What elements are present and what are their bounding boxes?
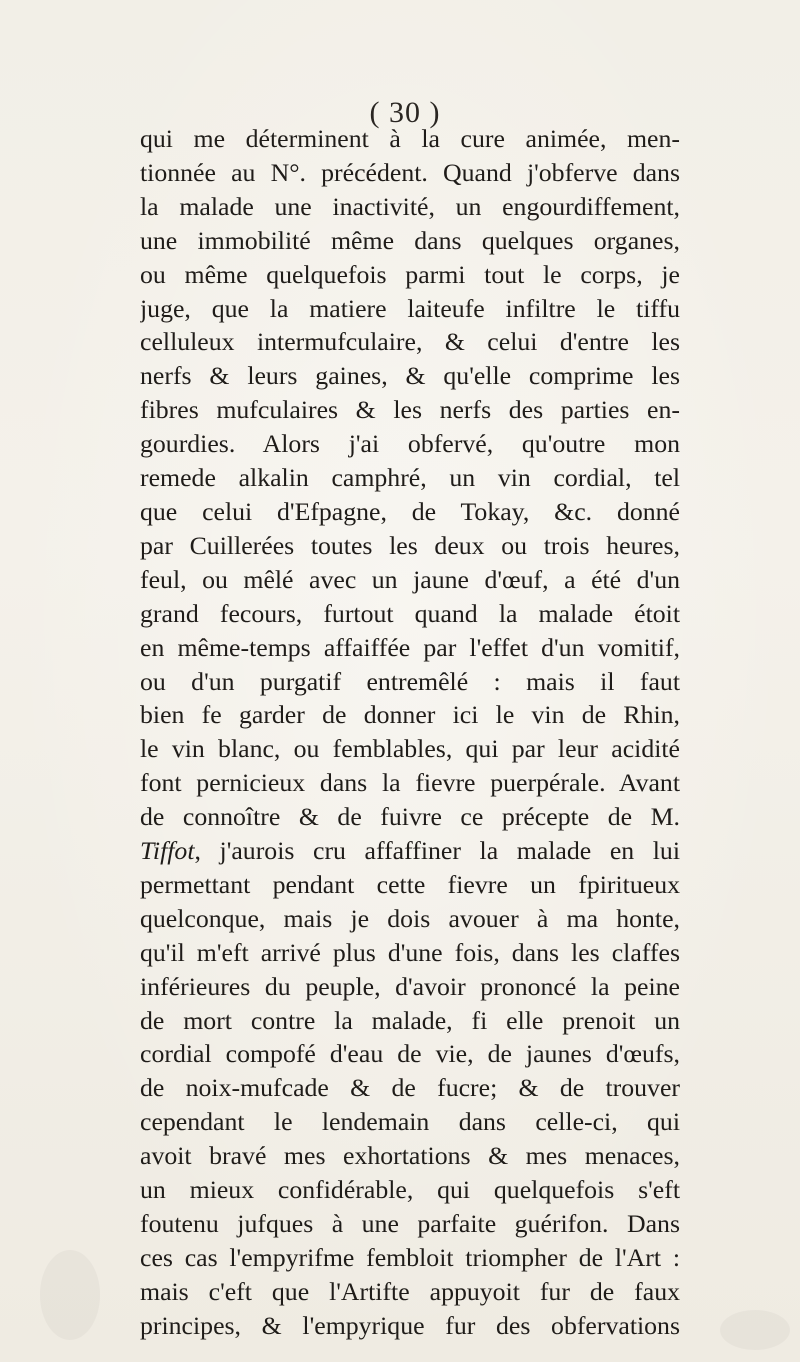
text-line: foutenu jufques à une parfaite guérifon. Dans <box>140 1209 680 1238</box>
text-line: grand fecours, furtout quand la malade étoit <box>140 598 680 628</box>
text-line: quelconque, mais je dois avouer à ma honte, <box>140 903 680 933</box>
text-line: principes, & l'empyrique fur des obfervations <box>140 1310 680 1340</box>
text-line: celluleux intermufculaire, & celui d'entre les <box>140 327 680 357</box>
text-line: tionnée au N°. précédent. Quand j'obferve dans <box>140 157 680 187</box>
text-line: un mieux confidérable, qui quelquefois s'eft <box>140 1175 680 1205</box>
text-line: Tiffot, j'aurois cru affaffiner la malade en lui <box>140 836 680 866</box>
text-line: la malade une inactivité, un engourdiffement, <box>140 191 680 221</box>
text-line: en même-temps affaiffée par l'effet d'un vomitif, <box>140 632 680 662</box>
text-line: permettant pendant cette fievre un fpiritueux <box>140 869 680 899</box>
text-line: ou même quelquefois parmi tout le corps, je <box>140 259 680 289</box>
text-line: mais c'eft que l'Artifte appuyoit fur de faux <box>140 1276 680 1306</box>
text-line: font pernicieux dans la fievre puerpérale. Avant <box>140 768 680 798</box>
text-line: inférieures du peuple, d'avoir prononcé la peine <box>140 971 680 1001</box>
paper-stain <box>720 1310 790 1350</box>
text-line: le vin blanc, ou femblables, qui par leur acidité <box>140 734 680 764</box>
text-line: par Cuillerées toutes les deux ou trois heures, <box>140 530 680 560</box>
text-line: ces cas l'empyrifme fembloit triompher de l'Art : <box>140 1242 680 1272</box>
text-line: bien fe garder de donner ici le vin de Rhin, <box>140 700 680 730</box>
text-line: avoit bravé mes exhortations & mes menaces, <box>140 1141 680 1171</box>
text-line: de connoître & de fuivre ce précepte de M. <box>140 802 680 832</box>
text-line: une immobilité même dans quelques organes, <box>140 225 680 255</box>
text-line: qui me déterminent à la cure animée, men- <box>140 124 680 153</box>
text-line: juge, que la matiere laiteufe infiltre le tiffu <box>140 293 680 323</box>
text-line: ou d'un purgatif entremêlé : mais il faut <box>140 666 680 696</box>
text-line: qu'il m'eft arrivé plus d'une fois, dans les claffes <box>140 937 680 967</box>
page-number: ( 30 ) <box>369 96 441 129</box>
text-line: que celui d'Efpagne, de Tokay, &c. donné <box>140 496 680 526</box>
text-line: remede alkalin camphré, un vin cordial, tel <box>140 463 680 493</box>
text-line: de mort contre la malade, fi elle prenoit un <box>140 1005 680 1035</box>
text-line: nerfs & leurs gaines, & qu'elle comprime les <box>140 361 680 391</box>
text-line: fibres mufculaires & les nerfs des parties en- <box>140 395 680 425</box>
text-line: de noix-mufcade & de fucre; & de trouver <box>140 1073 680 1103</box>
body-text <box>140 122 680 1343</box>
text-line: cependant le lendemain dans celle-ci, qui <box>140 1107 680 1137</box>
text-line: cordial compofé d'eau de vie, de jaunes d'œufs, <box>140 1039 680 1069</box>
paper-stain <box>40 1250 100 1340</box>
author-name: Tiffot <box>140 836 195 866</box>
text-line: feul, ou mêlé avec un jaune d'œuf, a été d'un <box>140 564 680 594</box>
text-line: gourdies. Alors j'ai obfervé, qu'outre mon <box>140 429 680 459</box>
